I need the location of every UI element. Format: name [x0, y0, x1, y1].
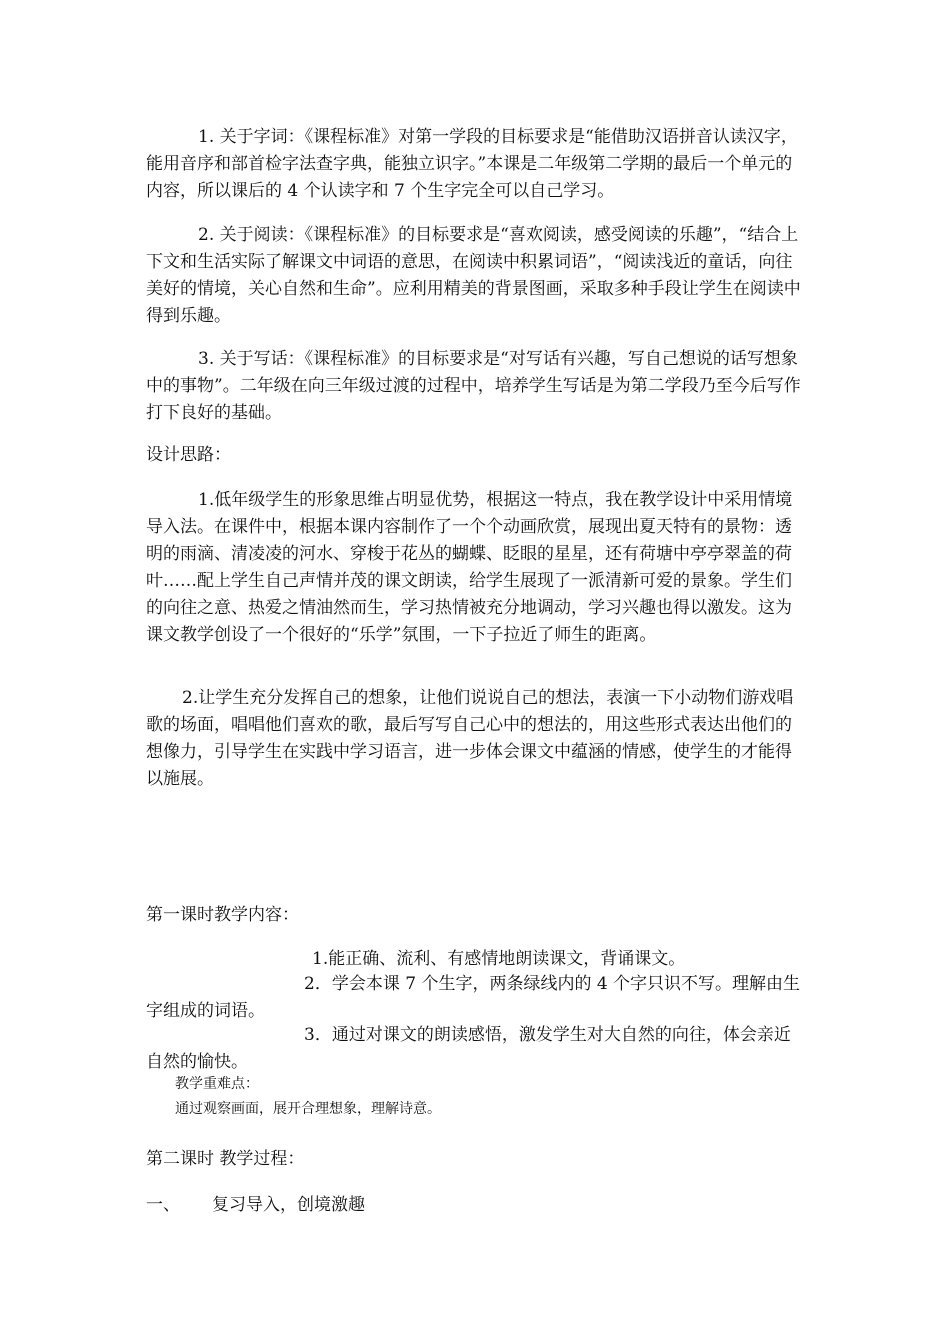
paragraph-words: 1. 关于字词：《课程标准》对第一学段的目标要求是“能借助汉语拼音认读汉字，能用音序和部首检字法查字典，能独立识字。”本课是二年级第二学期的最后一个单元的内容，所以课后的 4 个认读字和 7 个生字完全可以自己学习。	[146, 127, 798, 201]
goal-1: 1.能正确、流利、有感情地朗读课文，背诵课文。	[312, 949, 686, 969]
step1-title: 复习导入，创境激趣	[212, 1195, 365, 1215]
design-point-2: 2.让学生充分发挥自己的想象，让他们说说自己的想法，表演一下小动物们游戏唱歌的场面，唱唱他们喜欢的歌，最后写写自己心中的想法的，用这些形式表达出他们的想像力，引导学生在实践中学习语言，进一步体会课文中蕴涵的情感，使学生的才能得以施展。	[146, 688, 794, 789]
goal-3: 3．通过对课文的朗读感悟，激发学生对大自然的向往，体会亲近自然的愉快。	[146, 1025, 791, 1072]
step1-number: 一、	[146, 1195, 180, 1215]
goal-2: 2．学会本课 7 个生字，两条绿线内的 4 个字只识不写。理解由生字组成的词语。	[146, 974, 801, 1021]
design-point-1: 1.低年级学生的形象思维占明显优势，根据这一特点，我在教学设计中采用情境导入法。在课件中，根据本课内容制作了一个个动画欣赏，展现出夏天特有的景物：透明的雨滴、清凌凌的河水、穿梭于花丛的蝴蝶、眨眼的星星，还有荷塘中亭亭翠盖的荷叶……配上学生自己声情并茂的课文朗读，给学生展现了一派清新可爱的景象。学生们的向往之意、热爱之情油然而生，学习热情被充分地调动，学习兴趣也得以激发。这为课文教学创设了一个很好的“乐学”氛围，一下子拉近了师生的距离。	[146, 490, 793, 645]
key-points-heading: 教学重难点：	[175, 1076, 259, 1092]
paragraph-reading: 2. 关于阅读：《课程标准》的目标要求是“喜欢阅读，感受阅读的乐趣”，“结合上下文和生活实际了解课文中词语的意思，在阅读中积累词语”，“阅读浅近的童话，向往美好的情境，关心自然和生命”。应利用精美的背景图画，采取多种手段让学生在阅读中得到乐趣。	[146, 225, 801, 326]
key-points-text: 通过观察画面，展开合理想象，理解诗意。	[175, 1101, 441, 1117]
paragraph-writing: 3. 关于写话：《课程标准》的目标要求是“对写话有兴趣，写自己想说的话写想象中的事物”。二年级在向三年级过渡的过程中，培养学生写话是为第二学段乃至今后写作打下良好的基础。	[146, 349, 801, 423]
design-heading: 设计思路：	[146, 445, 231, 465]
lesson2-heading: 第二课时 教学过程：	[146, 1149, 305, 1169]
lesson1-heading: 第一课时教学内容：	[146, 905, 299, 925]
